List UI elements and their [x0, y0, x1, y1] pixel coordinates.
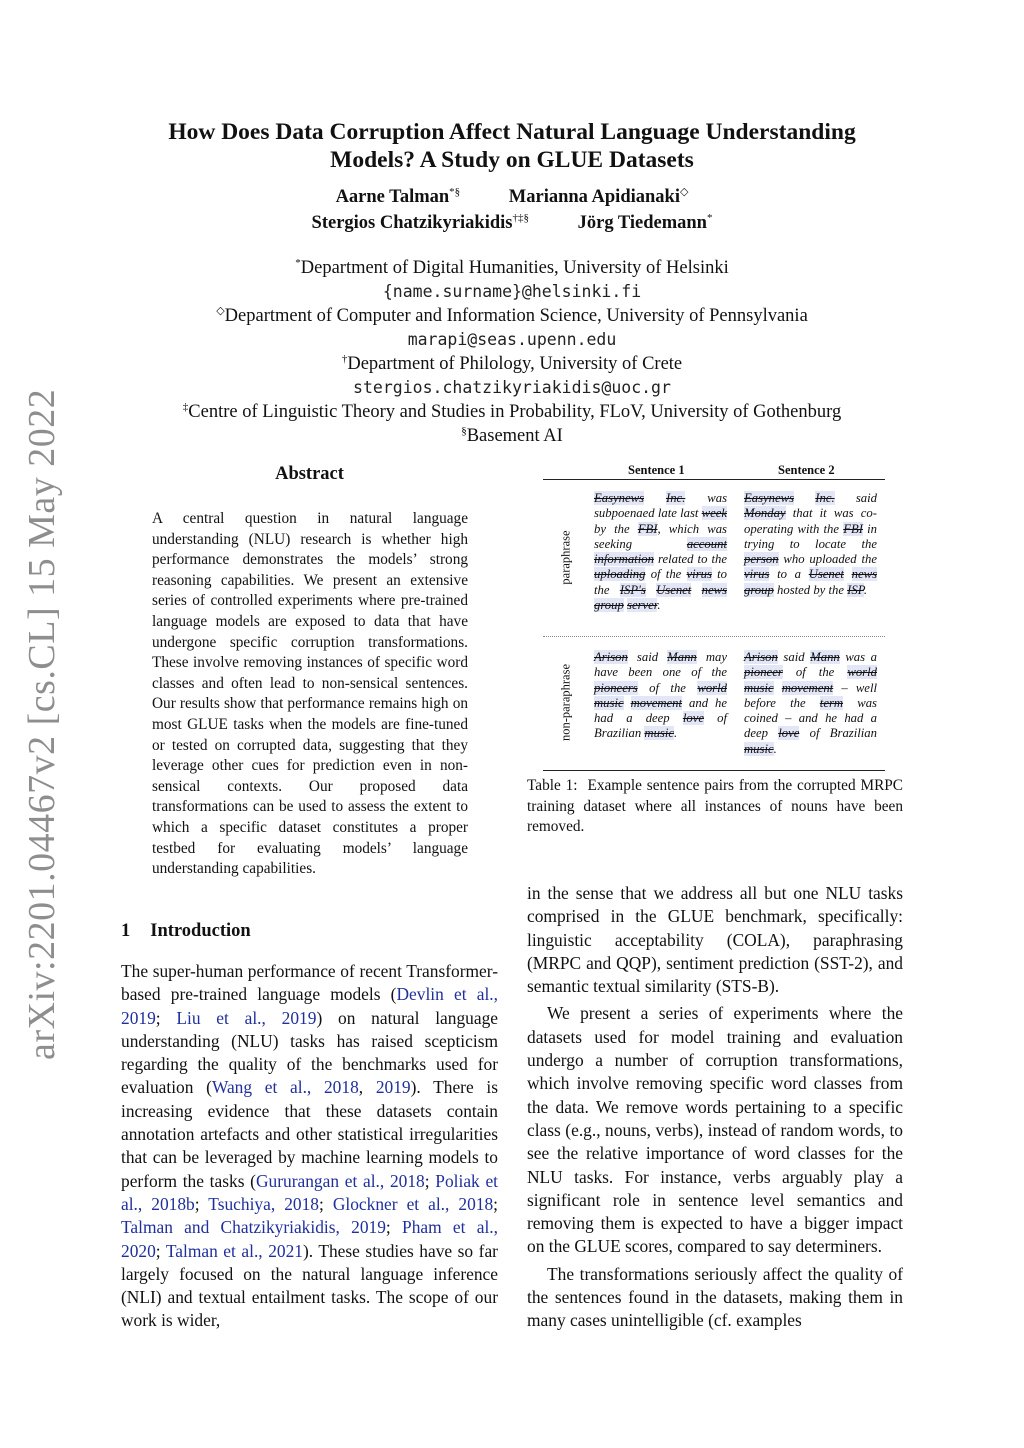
kept-text: , which was seeking: [594, 521, 727, 551]
citation-link[interactable]: Wang et al., 2018: [211, 1077, 359, 1098]
removed-word: movement: [630, 695, 683, 710]
removed-word: love: [682, 711, 704, 726]
kept-text: of Brazilian: [799, 726, 877, 741]
email-helsinki: {name.surname}@helsinki.fi: [382, 282, 642, 301]
kept-text: that it was co-operating with the: [744, 506, 877, 536]
kept-text: [624, 696, 631, 710]
kept-text: [644, 491, 666, 505]
affiliation-helsinki: *Department of Digital Humanities, University of Helsinki: [295, 257, 729, 278]
kept-text: .: [773, 741, 777, 756]
caption-text: Example sentence pairs from the corrupted MRPC training dataset where all instances of nouns have been removed.: [527, 777, 903, 836]
cell-non-paraphrase-sentence-2: [744, 650, 877, 757]
section-title: Introduction: [150, 921, 251, 941]
section-number: 1: [121, 921, 131, 941]
removed-word: person: [744, 552, 779, 567]
kept-text: said: [777, 650, 811, 664]
kept-text: .: [863, 582, 867, 597]
title-line-2: Models? A Study on GLUE Datasets: [330, 147, 694, 173]
removed-word: FBI: [843, 521, 863, 536]
removed-word: week: [701, 506, 727, 521]
introduction-body: The super-human performance of recent Transformer-based pre-trained language models (Devlin et al., 2019; Liu et al., 2019) on natural language understanding (NLU) tasks has raised scepticism regarding the quality of the benchmarks used for evaluation (Wang et al., 2018, 2019). There is increasing evidence that these datasets contain annotation artefacts and other statistical irregularities that can be leveraged by machine learning models to perform the tasks (Gururangan et al., 2018; Poliak et al., 2018b; Tsuchiya, 2018; Glockner et al., 2018; Talman and Chatzikyriakidis, 2019; Pham et al., 2020; Talman et al., 2021). These studies have so far largely focused on the natural language inference (NLI) and textual entailment tasks. The scope of our work is wider,: [121, 961, 499, 1331]
affiliation-basement: §Basement AI: [461, 425, 563, 446]
citation-link[interactable]: Talman and Chatzikyriakidis, 2019: [121, 1217, 386, 1238]
email-crete: stergios.chatzikyriakidis@uoc.gr: [353, 378, 671, 397]
kept-text: to a: [769, 567, 809, 582]
affiliation-gothenburg: ‡Centre of Linguistic Theory and Studies in Probability, FLoV, University of Gothenburg: [182, 401, 842, 422]
removed-word: Arison: [744, 650, 778, 664]
removed-word: Mann: [667, 650, 697, 664]
removed-word: news: [701, 582, 727, 597]
kept-text: was subpoenaed late last: [594, 491, 728, 521]
kept-text: .: [657, 598, 661, 613]
kept-text: said: [834, 491, 878, 505]
title-line-1: How Does Data Corruption Affect Natural Language Understanding: [168, 119, 856, 145]
kept-text: [794, 491, 815, 505]
section-heading-introduction: [121, 921, 251, 942]
author-tiedemann: Jörg Tiedemann*: [577, 212, 713, 233]
removed-word: Usenet: [808, 567, 844, 582]
email-penn: marapi@seas.upenn.edu: [407, 330, 617, 349]
citation-link[interactable]: Devlin et al., 2019: [121, 984, 498, 1028]
caption-label: Table 1:: [527, 777, 578, 794]
affiliation-penn: ◇Department of Computer and Information Science, University of Pennsylvania: [216, 305, 808, 326]
removed-word: virus: [744, 567, 770, 582]
citation-link[interactable]: Glockner et al., 2018: [332, 1193, 494, 1214]
author-chatzikyriakidis: Stergios Chatzikyriakidis†‡§: [311, 212, 529, 233]
paragraph: We present a series of experiments where the datasets used for model training and evaluation undergo a number of corruption transformations, which involve removing specific word classes from the data. We remove words pertaining to a specific class (e.g., nouns, verbs), instead of random words, to see the relative importance of word classes for the NLU tasks. For instance, verbs arguably play a significant role in sentence level semantics and removing them is expected to have a bigger impact on the GLUE scores, compared to say determiners.: [527, 1003, 903, 1257]
paper-title: [120, 118, 904, 174]
kept-text: of the: [645, 567, 687, 582]
removed-word: group: [594, 598, 624, 613]
removed-word: Monday: [744, 506, 786, 521]
removed-word: love: [778, 726, 800, 741]
arxiv-identifier: arXiv:2201.04467v2 [cs.CL] 15 May 2022: [21, 388, 63, 1060]
row-label-paraphrase: paraphrase: [558, 530, 573, 585]
removed-word: Usenet: [656, 582, 692, 597]
citation-link[interactable]: 2019: [375, 1077, 411, 1098]
removed-word: pioneer: [744, 665, 783, 680]
removed-word: group: [744, 582, 774, 597]
citation-link[interactable]: Pham et al., 2020: [121, 1217, 498, 1261]
kept-text: [691, 583, 701, 597]
removed-word: Easynews: [744, 491, 795, 505]
right-column-body: [527, 882, 903, 1337]
kept-text: who uploaded the: [778, 552, 877, 567]
citation-link[interactable]: Tsuchiya, 2018: [208, 1193, 319, 1214]
citation-link[interactable]: Talman et al., 2021: [165, 1240, 303, 1261]
removed-word: ISP's: [619, 582, 646, 597]
removed-word: server: [627, 598, 658, 613]
removed-word: Inc.: [815, 491, 835, 505]
kept-text: [646, 583, 656, 597]
paragraph: in the sense that we address all but one NLU tasks comprised in the GLUE benchmark, specifically: linguistic acceptability (COLA), paraphrasing (MRPC and QQP), sentiment prediction (SST-2), and semantic textual similarity (STS-B).: [527, 883, 903, 997]
kept-text: of the: [637, 680, 698, 695]
table-header-sentence-1: Sentence 1: [628, 463, 685, 477]
kept-text: related to the: [653, 552, 727, 567]
removed-word: music: [644, 726, 675, 741]
citation-link[interactable]: Poliak et al., 2018b: [121, 1170, 499, 1214]
table-caption: [527, 776, 903, 838]
removed-word: pioneers: [594, 680, 638, 695]
kept-text: in trying to locate the: [744, 521, 877, 551]
removed-word: Easynews: [594, 491, 645, 505]
abstract-body: A central question in natural language understanding (NLU) research is whether high performance demonstrates the models’ strong reasoning capabilities. We present an extensive series of controlled experiments where pre-trained language models are exposed to data that have undergone specific corruption transformations. These involve removing instances of specific word classes and often lead to non-sensical sentences. Our results show that performance remains high on most GLUE tasks when the models are fine-tuned or tested on corrupted data, suggesting that they leverage other cues for prediction even in non-sensical contexts. Our proposed data transformations can be used to assess the extent to which a specific dataset constitutes a proper testbed for evaluating models’ language understanding capabilities.: [152, 510, 468, 878]
cell-paraphrase-sentence-2: [744, 491, 877, 598]
cell-paraphrase-sentence-1: [594, 491, 727, 613]
author-apidianaki: Marianna Apidianaki◇: [508, 186, 689, 207]
affiliations: [120, 256, 904, 448]
kept-text: was coined – and he had a deep: [744, 695, 877, 741]
removed-word: music: [744, 680, 774, 695]
removed-word: FBI: [637, 521, 658, 536]
kept-text: by the: [594, 521, 638, 536]
removed-word: music: [594, 695, 624, 710]
removed-word: music: [744, 741, 774, 756]
author-talman: Aarne Talman*§: [335, 186, 461, 207]
abstract-heading: Abstract: [275, 464, 344, 484]
removed-word: information: [594, 552, 654, 567]
removed-word: Mann: [810, 650, 840, 664]
kept-text: to the: [594, 567, 728, 597]
kept-text: may have been one of the: [594, 650, 728, 680]
removed-word: ISP: [847, 582, 864, 597]
kept-text: hosted by the: [773, 582, 848, 597]
removed-word: Inc.: [665, 491, 686, 505]
removed-word: world: [847, 665, 877, 680]
removed-word: virus: [686, 567, 712, 582]
removed-word: movement: [781, 680, 834, 695]
author-list: [120, 184, 904, 236]
removed-word: world: [697, 680, 727, 695]
paragraph: The transformations seriously affect the quality of the sentences found in the datasets, making them in many cases unintelligible (cf. examples: [527, 1263, 903, 1331]
removed-word: Arison: [594, 650, 628, 664]
table-bottom-rule: [543, 770, 885, 771]
kept-text: of Brazilian: [594, 711, 728, 741]
kept-text: [774, 681, 782, 695]
kept-text: [844, 567, 852, 581]
table-top-rule: [543, 479, 885, 480]
kept-text: .: [674, 726, 678, 741]
kept-text: and he had a deep: [594, 695, 727, 726]
table-header-sentence-2: Sentence 2: [778, 463, 835, 477]
citation-link[interactable]: Gururangan et al., 2018: [255, 1170, 425, 1191]
removed-word: term: [819, 695, 844, 710]
kept-text: – well before the: [744, 680, 877, 710]
removed-word: account: [686, 536, 727, 551]
cell-non-paraphrase-sentence-1: [594, 650, 727, 742]
removed-word: news: [851, 567, 877, 582]
table-row-separator: [543, 636, 885, 637]
affiliation-crete: †Department of Philology, University of Crete: [341, 353, 683, 374]
kept-text: said: [627, 650, 668, 664]
removed-word: uploading: [594, 567, 646, 582]
kept-text: of the: [782, 665, 848, 680]
kept-text: was a: [839, 650, 878, 664]
row-label-non-paraphrase: non-paraphrase: [558, 663, 573, 742]
citation-link[interactable]: Liu et al., 2019: [176, 1007, 317, 1028]
